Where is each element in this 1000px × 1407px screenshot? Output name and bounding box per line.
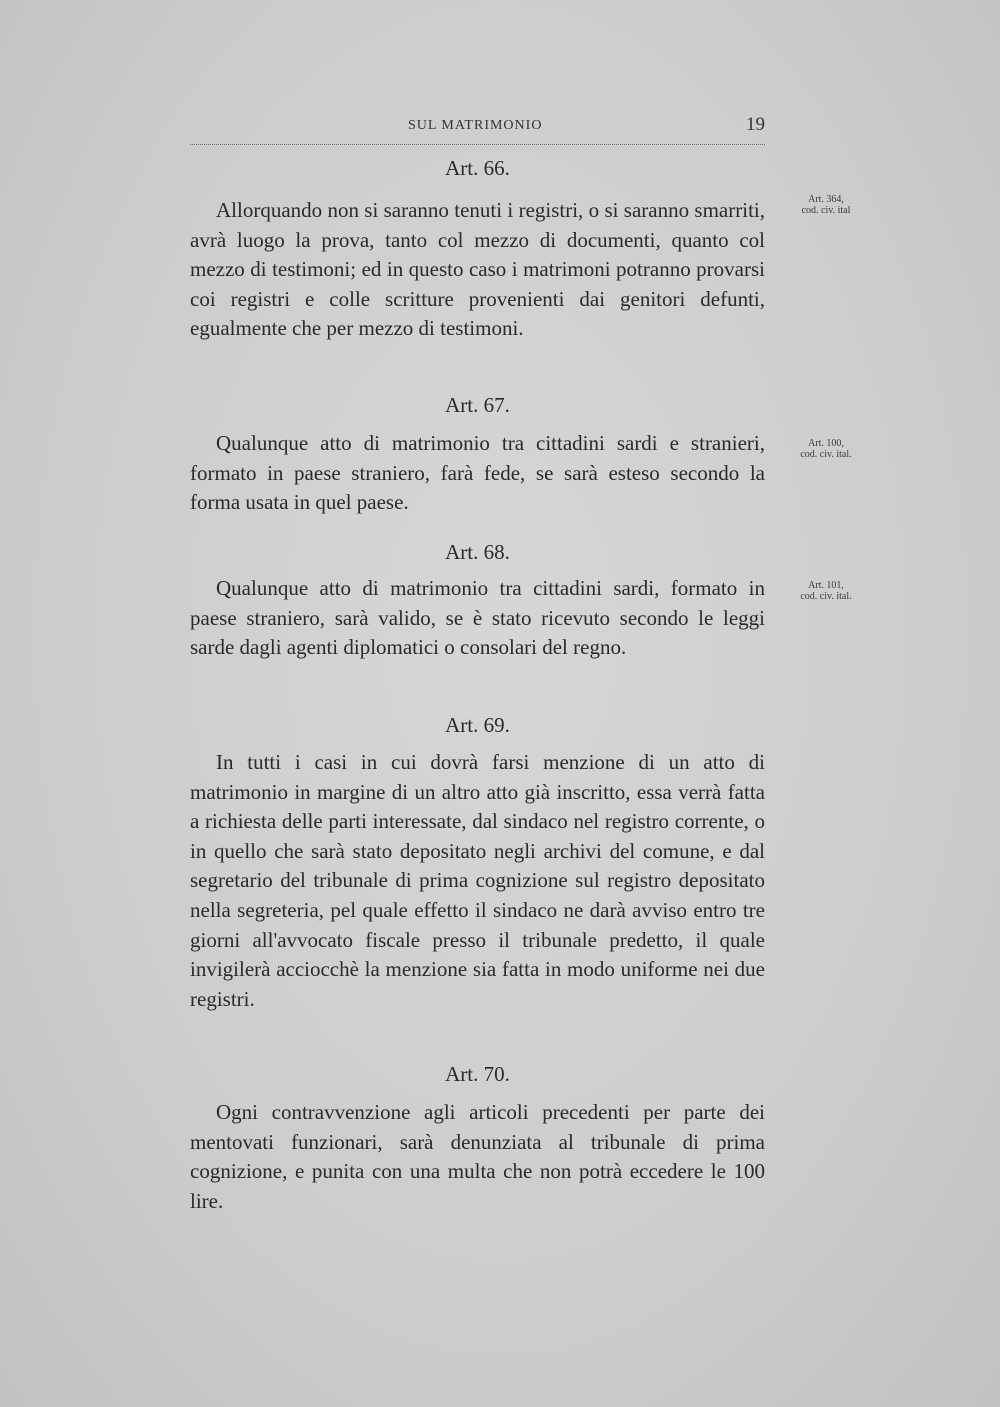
article-69-heading: Art. 69. <box>445 713 510 737</box>
article-66-heading: Art. 66. <box>445 156 510 180</box>
article-69-body: In tutti i casi in cui dovrà farsi menzione di un atto di matrimonio in margine di un altro atto già inscritto, essa verrà fatta a richiesta delle parti interessate, dal sindaco nel registro corrente, o in quello che sarà stato depositato negli archivi del comune, e dal segretario del tribunale di prima cognizione sul registro depositato nella segreteria, pel quale effetto il sindaco ne darà avviso entro tre giorni all'avvocato fiscale presso il tribunale predetto, il quale invigilerà acciocchè la menzione sia fatta in modo uniforme nei due registri. <box>190 750 765 1011</box>
margin-note-art-66 <box>776 194 876 216</box>
margin-note-art-67 <box>776 438 876 460</box>
running-head <box>190 112 765 145</box>
page-number: 19 <box>746 114 765 135</box>
running-title: SUL MATRIMONIO <box>408 118 543 133</box>
margin-note-line: Art. 101, <box>808 580 844 591</box>
article-68-body: Qualunque atto di matrimonio tra cittadini sardi, formato in paese straniero, sarà valido, se è stato ricevuto secondo le leggi sarde dagli agenti diplomatici o consolari del regno. <box>190 576 765 660</box>
margin-note-line: cod. civ. ital. <box>800 449 852 460</box>
article-70-heading: Art. 70. <box>445 1062 510 1086</box>
article-66-body: Allorquando non si saranno tenuti i registri, o si saranno smarriti, avrà luogo la prova, tanto col mezzo di documenti, quanto col mezzo di testimoni; ed in questo caso i matrimoni potranno provarsi coi registri e colle scritture provenienti dai genitori defunti, egualmente che per mezzo di testimoni. <box>190 198 765 341</box>
margin-note-art-68 <box>776 580 876 602</box>
margin-note-line: Art. 100, <box>808 438 844 449</box>
article-67-heading: Art. 67. <box>445 393 510 417</box>
article-70-body: Ogni contravvenzione agli articoli precedenti per parte dei mentovati funzionari, sarà denunziata al tribunale di prima cognizione, e punita con una multa che non potrà eccedere le 100 lire. <box>190 1100 765 1213</box>
margin-note-line: Art. 364, <box>808 194 844 205</box>
article-67-body: Qualunque atto di matrimonio tra cittadini sardi e stranieri, formato in paese straniero, farà fede, se sarà esteso secondo la forma usata in quel paese. <box>190 431 765 515</box>
margin-note-line: cod. civ. ital. <box>800 591 852 602</box>
article-68-heading: Art. 68. <box>445 540 510 564</box>
margin-note-line: cod. civ. ital <box>801 205 851 216</box>
